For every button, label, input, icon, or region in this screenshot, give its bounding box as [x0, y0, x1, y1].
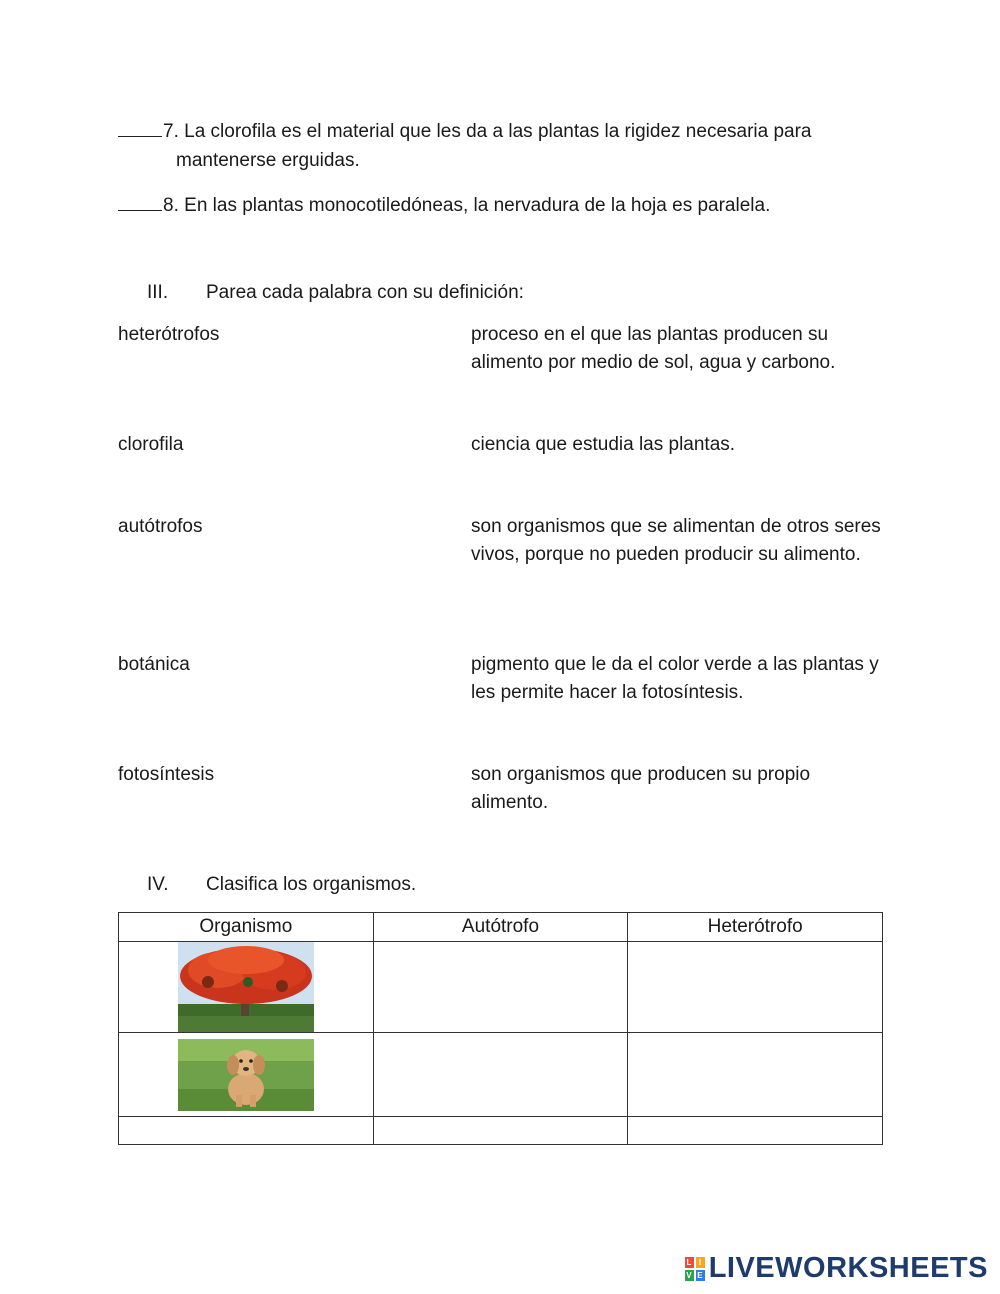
autotrofo-cell-3[interactable] — [373, 1117, 628, 1145]
match-definition-4[interactable]: pigmento que le da el color verde a las plantas y les permite hacer la fotosíntesis. — [471, 654, 879, 703]
heterotrofo-cell-1[interactable] — [628, 942, 883, 1033]
section-3-numeral: III. — [147, 282, 169, 303]
question-8 — [118, 192, 898, 220]
organism-cell-3[interactable] — [119, 1117, 374, 1145]
section-4-title: Clasifica los organismos. — [206, 874, 417, 895]
heterotrofo-cell-2[interactable] — [628, 1033, 883, 1117]
section-4-numeral: IV. — [147, 874, 169, 895]
table-row — [119, 1117, 883, 1145]
header-autotrofo: Autótrofo — [373, 913, 628, 942]
question-7-text: La clorofila es el material que les da a las plantas la rigidez necesaria para — [184, 121, 812, 142]
header-organismo: Organismo — [119, 913, 374, 942]
brand-name: LIVEWORKSHEETS — [708, 1252, 988, 1284]
match-word-5[interactable]: fotosíntesis — [118, 764, 215, 785]
section-3-title: Parea cada palabra con su definición: — [206, 282, 524, 303]
match-word-3[interactable]: autótrofos — [118, 516, 203, 537]
match-definition-5[interactable]: son organismos que producen su propio alimento. — [471, 764, 811, 813]
logo-icon — [685, 1257, 705, 1281]
match-word-4[interactable]: botánica — [118, 654, 190, 675]
question-8-text: En las plantas monocotiledóneas, la nervadura de la hoja es paralela. — [184, 195, 771, 216]
table-row — [119, 942, 883, 1033]
match-definition-2[interactable]: ciencia que estudia las plantas. — [471, 434, 736, 455]
match-word-1[interactable]: heterótrofos — [118, 324, 220, 345]
question-7 — [118, 118, 898, 146]
logo-letter: V — [686, 1270, 693, 1280]
match-word-2[interactable]: clorofila — [118, 434, 184, 455]
liveworksheets-logo — [685, 1252, 988, 1285]
match-definition-1[interactable]: proceso en el que las plantas producen su alimento por medio de sol, agua y carbono. — [471, 324, 836, 373]
puppy-image — [178, 1039, 314, 1111]
organism-cell — [119, 1033, 374, 1117]
header-heterotrofo: Heterótrofo — [628, 913, 883, 942]
table-row — [119, 1033, 883, 1117]
autotrofo-cell-2[interactable] — [373, 1033, 628, 1117]
logo-letter: L — [686, 1257, 692, 1267]
question-7-continuation: mantenerse erguidas. — [176, 150, 360, 171]
autotrofo-cell-1[interactable] — [373, 942, 628, 1033]
question-8-number: 8. — [163, 195, 179, 216]
logo-letter: E — [697, 1270, 704, 1280]
answer-blank-7[interactable] — [118, 118, 162, 137]
flamboyant-tree-image — [178, 942, 314, 1032]
classification-table — [118, 912, 883, 1145]
match-definition-3[interactable]: son organismos que se alimentan de otros seres vivos, porque no pueden producir su alimento. — [471, 516, 881, 565]
table-header-row — [119, 913, 883, 942]
logo-letter: I — [696, 1257, 705, 1268]
answer-blank-8[interactable] — [118, 192, 162, 211]
heterotrofo-cell-3[interactable] — [628, 1117, 883, 1145]
organism-cell — [119, 942, 374, 1033]
question-7-number: 7. — [163, 121, 179, 142]
